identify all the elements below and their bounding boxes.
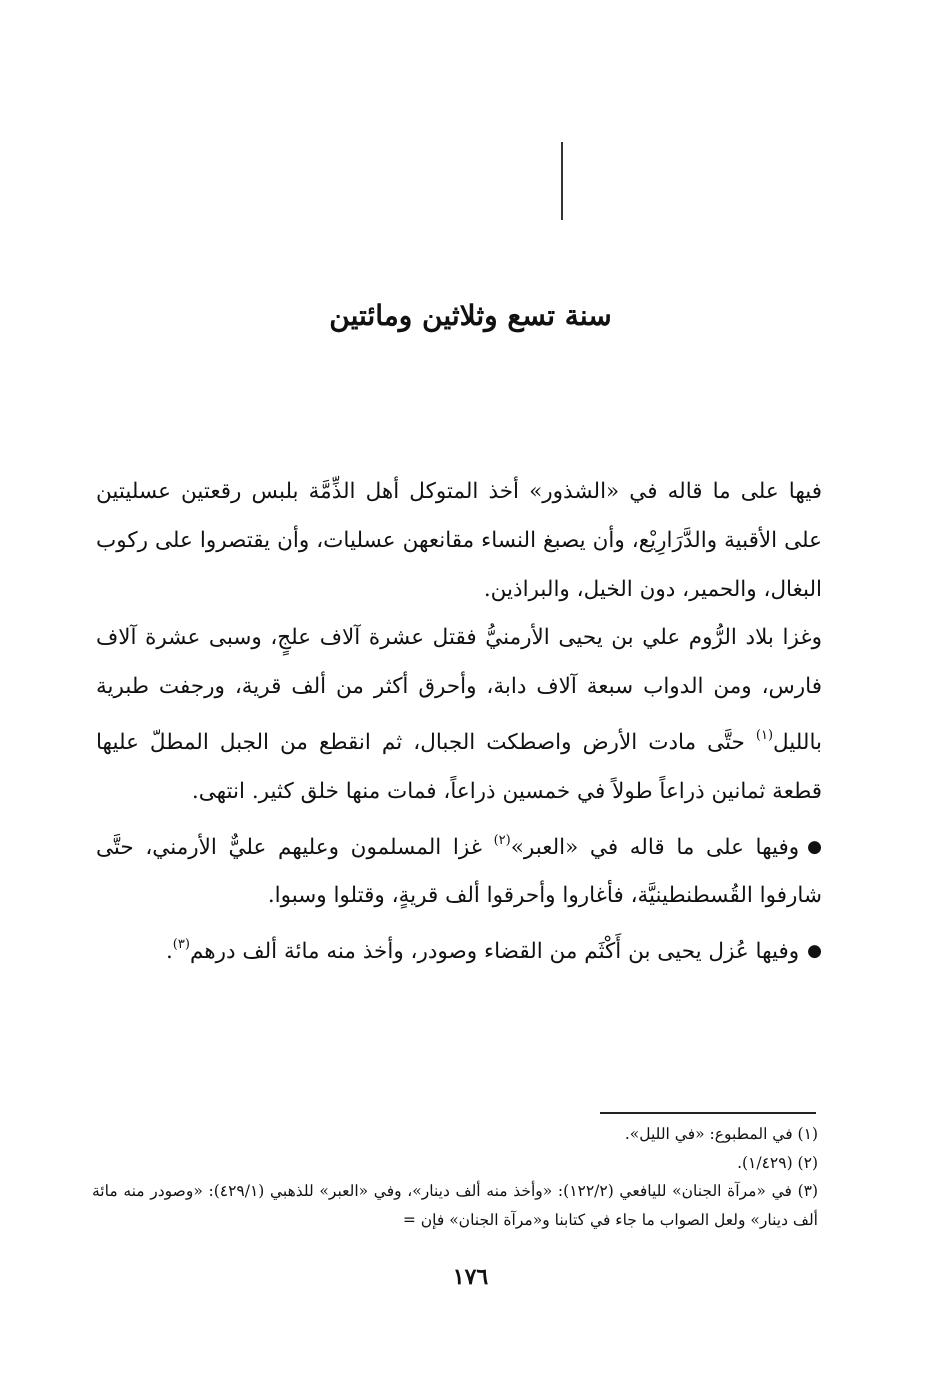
footnote-reference[interactable]: (١) <box>755 727 774 743</box>
footnote-separator <box>600 1112 816 1114</box>
main-text <box>96 468 822 977</box>
chapter-title: سنة تسع وثلاثين ومائتين <box>329 299 612 332</box>
footnote-2: (٢) (١/٤٢٩). <box>737 1153 818 1172</box>
vertical-rule-mark <box>561 142 563 220</box>
paragraph-text: وغزا بلاد الرُّوم علي بن يحيى الأرمنيُّ فقتل عشرة آلاف علجٍ، وسبى عشرة آلاف فارس، ومن الدواب سبعة آلاف دابة، وأحرق أكثر من ألف قرية، ورجفت طبرية بالليل <box>96 625 822 755</box>
bullet-icon: ● <box>807 941 822 962</box>
paragraph-decree-dhimmis <box>96 468 822 614</box>
paragraph-text: حتَّى مادت الأرض واصطكت الجبال، ثم انقطع من الجبل المطلّ عليها قطعة ثمانين ذراعاً طولاً في خمسين ذراعاً، فمات منها خلق كثير. انتهى. <box>96 729 822 804</box>
footnote-3: (٣) في «مرآة الجنان» لليافعي (١٢٢/٢): «وأخذ منه ألف دينار»، وفي «العبر» للذهبي (٤٢٩/١): «وصودر منه مائة ألف دينار» ولعل الصواب ما جاء في كتابنا و«مرآة الجنان» فإن = <box>92 1182 819 1229</box>
paragraph-raid-rum <box>96 614 822 816</box>
paragraph-text: وفيها عُزل يحيى بن أَكْثَم من القضاء وصودر، وأخذ منه مائة ألف درهم <box>189 939 800 965</box>
paragraph-constantinople-raid <box>96 817 822 922</box>
paragraph-yahya-dismissal <box>96 921 822 977</box>
footnotes <box>92 1120 818 1234</box>
paragraph-text: . <box>165 939 173 965</box>
footnote-1: (١) في المطبوع: «في الليل». <box>624 1125 818 1143</box>
paragraph-text: وفيها على ما قاله في «العبر» <box>510 834 800 860</box>
paragraph-text: غزا المسلمون وعليهم عليٌّ الأرمني، حتَّى شارفوا القُسطنطينيَّة، فأغاروا وأحرقوا ألف قريةٍ، وقتلوا وسبوا. <box>96 834 822 909</box>
paragraph-text: فيها على ما قاله في «الشذور» أخذ المتوكل أهل الذِّمَّة بلبس رقعتين عسليتين على الأقبية والدَّرَارِيْع، وأن يصبغ النساء مقانعهن عسليات، وأن يقتصروا على ركوب البغال، والحمير، دون الخيل، والبراذين. <box>96 479 822 602</box>
bullet-icon: ● <box>807 836 822 857</box>
page-number: ١٧٦ <box>452 1264 489 1290</box>
footnote-reference[interactable]: (٢) <box>493 832 511 848</box>
footnote-reference[interactable]: (٣) <box>172 937 190 953</box>
